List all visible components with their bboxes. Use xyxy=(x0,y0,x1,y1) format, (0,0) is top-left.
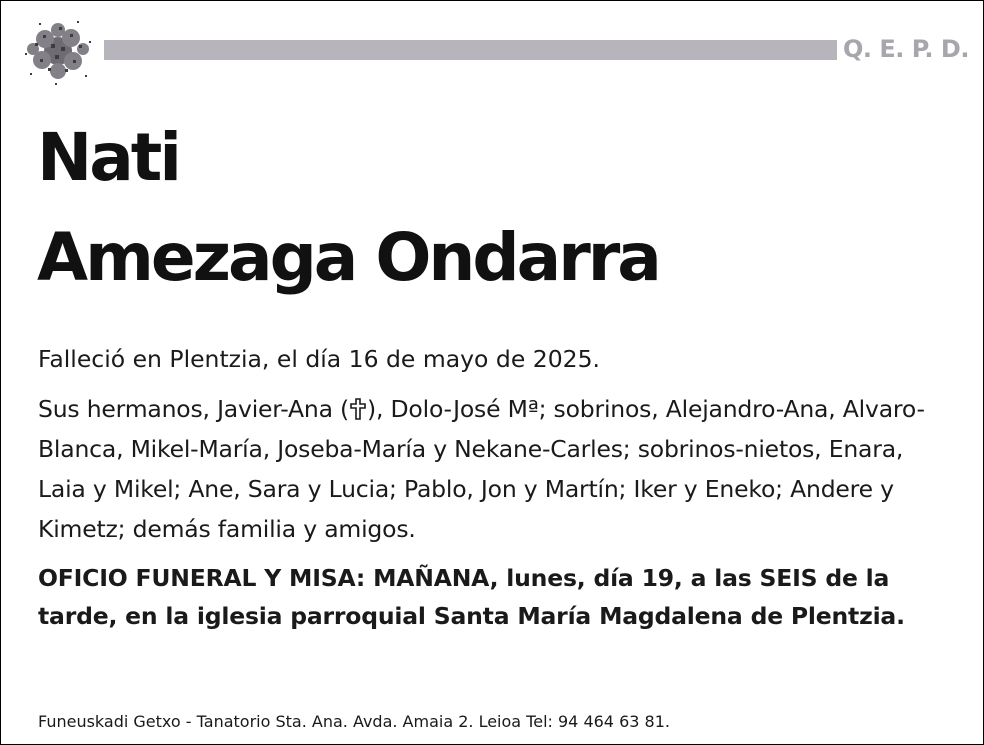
death-announcement: Falleció en Plentzia, el día 16 de mayo de 2025. xyxy=(38,345,601,373)
flower-icon xyxy=(15,13,101,91)
family-list xyxy=(38,389,958,549)
funeral-home-info: Funeuskadi Getxo - Tanatorio Sta. Ana. Avda. Amaia 2. Leioa Tel: 94 464 63 81. xyxy=(38,712,670,731)
qepd-label: Q. E. P. D. xyxy=(843,35,969,63)
deceased-surnames: Amezaga Ondarra xyxy=(37,219,659,296)
ceremony-details: OFICIO FUNERAL Y MISA: MAÑANA, lunes, día 19, a las SEIS de la tarde, en la iglesia parroquial Santa María Magdalena de Plentzia. xyxy=(38,564,905,630)
cross-icon xyxy=(349,398,367,420)
family-text-part2: ), Dolo-José Mª; sobrinos, Alejandro-Ana, Alvaro-Blanca, Mikel-María, Joseba-María y Nekane-Carles; sobrinos-nietos, Enara, Laia y Mikel; Ane, Sara y Lucia; Pablo, Jon y Martín; Iker y Eneko; Andere y Kimetz; demás familia y amigos. xyxy=(38,395,925,543)
header-bar xyxy=(104,40,837,60)
deceased-first-name: Nati xyxy=(37,119,179,196)
family-text-part1: Sus hermanos, Javier-Ana ( xyxy=(38,395,350,423)
